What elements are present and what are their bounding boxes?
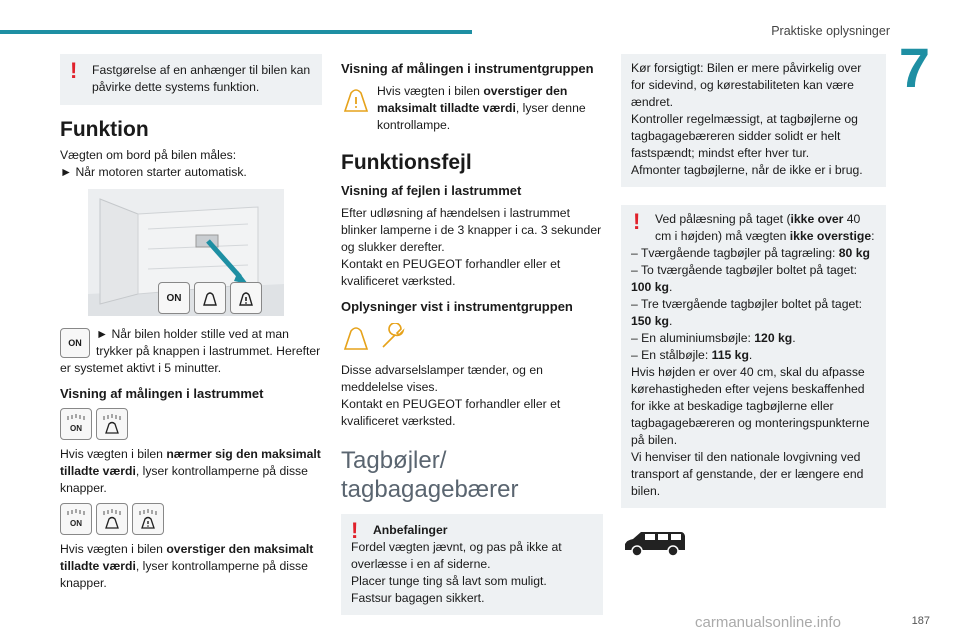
on-button-label: ON <box>166 292 182 304</box>
load-item-1 <box>631 245 876 262</box>
on-lit-button-icon <box>60 408 92 440</box>
heading-visning-fejl: Visning af fejlen i lastrummet <box>341 183 522 198</box>
info-box-koer-forsigtigt <box>621 54 886 187</box>
l5-pre: – En stålbøjle: <box>631 348 712 362</box>
anbefalinger-3: Fastsur bagagen sikkert. <box>351 591 485 605</box>
anbefalinger-box <box>341 514 603 615</box>
box1-line3: Afmonter tagbøjlerne, når de ikke er i brug. <box>631 163 863 177</box>
heading-visning-instrument: Visning af målingen i instrumentgruppen <box>341 61 594 76</box>
p4-bold: nærmer sig den maksimalt tilladte værdi <box>60 447 321 478</box>
heading-tagbojler-line2: tagbagagebærer <box>341 476 519 503</box>
para-kontakt-2: Kontakt en PEUGEOT forhandler eller et kvalificeret værksted. <box>341 397 561 428</box>
load-item-5: – En stålbøjle: 115 kg. <box>631 348 753 362</box>
amber-weight-icon <box>341 323 371 356</box>
p5-pre: Hvis vægten i bilen <box>60 542 167 556</box>
weight-lit-button-icon <box>96 408 128 440</box>
l3-b: 150 kg <box>631 314 669 328</box>
column-3 <box>621 54 886 563</box>
w-end: : <box>871 229 875 243</box>
anbefalinger-title: Anbefalinger <box>373 523 448 537</box>
paalaesning-intro <box>631 211 876 245</box>
warning-text: Fastgørelse af en anhænger til bilen kan påvirke dette systems funktion. <box>92 63 311 94</box>
warning-box-trailer <box>60 54 322 105</box>
para-advarselslamper: Disse advarselslamper tænder, og en meddelelse vises. <box>341 363 543 394</box>
car-roof-icon <box>623 528 886 563</box>
l5-b: 115 kg <box>711 348 749 362</box>
instrument-warning-lamps <box>341 323 603 356</box>
weight-warning-button-icon <box>230 282 262 314</box>
heading-funktionsfejl: Funktionsfejl <box>341 151 472 174</box>
para-motor-starter: ► Når motoren starter automatisk. <box>60 165 247 179</box>
on-lit-button-icon-2 <box>60 503 92 535</box>
para-stille-block <box>60 326 322 377</box>
w-mid: 40 cm i højden) må vægten <box>655 212 861 243</box>
weight-lit-button-icon-2 <box>96 503 128 535</box>
svg-text:ON: ON <box>70 519 82 528</box>
lastrum-icons-exceed <box>60 503 322 535</box>
page-number: 187 <box>911 615 930 627</box>
weight-button-icon <box>194 282 226 314</box>
l4-pre: – En aluminiumsbøjle: <box>631 331 755 345</box>
c2p1-post: , lyser denne kontrollampe. <box>377 101 586 132</box>
header-title: Praktiske oplysninger <box>771 24 890 38</box>
amber-wrench-icon <box>379 323 409 356</box>
column-2 <box>341 60 603 615</box>
para-maales: Vægten om bord på bilen måles: <box>60 148 237 162</box>
heading-tagbojler <box>341 446 603 504</box>
weight-warning-lit-button-icon <box>132 503 164 535</box>
instrument-block <box>341 83 603 134</box>
on-button-icon-small <box>60 328 90 358</box>
w-b1: ikke over <box>790 212 844 226</box>
svg-text:ON: ON <box>70 424 82 433</box>
p5-post: , lyser kontrollamperne på disse knapper. <box>60 559 308 590</box>
heading-tagbojler-line1: Tagbøjler/ <box>341 447 447 474</box>
para-kontakt-1: Kontakt en PEUGEOT forhandler eller et kvalificeret værksted. <box>341 257 561 288</box>
anbefalinger-2: Placer tunge ting så lavt som muligt. <box>351 574 547 588</box>
para-lovgivning: Vi henviser til den nationale lovgivning ved transport af genstande, der er længere end bilen. <box>631 450 864 498</box>
p5-bold: overstiger den maksimalt tilladte værdi <box>60 542 314 573</box>
l1-b: 80 kg <box>838 246 870 260</box>
on-button-icon <box>158 282 190 314</box>
cargo-area-illustration <box>88 189 284 316</box>
l2-pre: – To tværgående tagbøjler boltet på taget: <box>631 263 858 277</box>
para-efter-udloesning: Efter udløsning af hændelsen i lastrummet blinker lamperne i de 3 knapper i ca. 3 sekunder og slukker derefter. <box>341 206 602 254</box>
p4-pre: Hvis vægten i bilen <box>60 447 167 461</box>
para-kontrollampe <box>341 83 603 134</box>
on-small-label: ON <box>68 337 82 348</box>
c2p1-bold: overstiger den maksimalt tilladte værdi <box>377 84 568 115</box>
para-naermer-sig <box>60 446 322 497</box>
l4-b: 120 kg <box>754 331 793 345</box>
load-item-2: – To tværgående tagbøjler boltet på taget: 100 kg. <box>631 263 858 294</box>
l1-pre: – Tværgående tagbøjler på tagræling: <box>631 246 839 260</box>
w-pre: Ved pålæsning på taget ( <box>655 212 791 226</box>
p4-post: , lyser kontrollamperne på disse knapper. <box>60 464 308 495</box>
box1-line1: Kør forsigtigt: Bilen er mere påvirkelig over for sidevind, og kørestabiliteten kan være ændret. <box>631 61 862 109</box>
load-item-4: – En aluminiumsbøjle: 120 kg. <box>631 331 796 345</box>
anbefalinger-exclamation-icon: ! <box>351 518 359 543</box>
warning-box-paalaesning <box>621 205 886 508</box>
lastrum-icons-approach <box>60 408 322 440</box>
top-accent-bar <box>0 30 472 34</box>
anbefalinger-1: Fordel vægten jævnt, og pas på ikke at overlæsse i en af siderne. <box>351 540 562 571</box>
cargo-button-row <box>158 282 262 314</box>
para-hoejde: Hvis højden er over 40 cm, skal du afpasse kørehastigheden efter vejens beskaffenhed for ikke at beskadige tagbøjlerne eller tagbagagebæreren og monteringspunkterne på bilen. <box>631 365 870 447</box>
c2p1-pre: Hvis vægten i bilen <box>377 84 484 98</box>
chapter-number: 7 <box>898 36 930 99</box>
column-1 <box>60 54 322 592</box>
para-overstiger <box>60 541 322 592</box>
paalaesning-exclamation-icon: ! <box>633 209 641 234</box>
heading-funktion: Funktion <box>60 118 149 141</box>
para-holder-stille: ► Når bilen holder stille ved at man trykker på knappen i lastrummet. Herefter er systemet aktivt i 5 minutter. <box>60 327 321 375</box>
box1-line2: Kontroller regelmæssigt, at tagbøjlerne og tagbagagebæreren sidder solidt er helt fastspændt; mindst efter hver tur. <box>631 112 858 160</box>
l3-pre: – Tre tværgående tagbøjler boltet på taget: <box>631 297 863 311</box>
heading-visning-lastrum: Visning af målingen i lastrummet <box>60 386 264 401</box>
w-b2: ikke overstige <box>789 229 872 243</box>
footer-watermark: carmanualsonline.info <box>695 614 841 631</box>
amber-weight-warning-icon <box>341 85 371 118</box>
l2-b: 100 kg <box>631 280 669 294</box>
warning-exclamation-icon: ! <box>70 58 78 83</box>
heading-oplysninger: Oplysninger vist i instrumentgruppen <box>341 299 573 314</box>
load-item-3: – Tre tværgående tagbøjler boltet på taget: 150 kg. <box>631 297 863 328</box>
